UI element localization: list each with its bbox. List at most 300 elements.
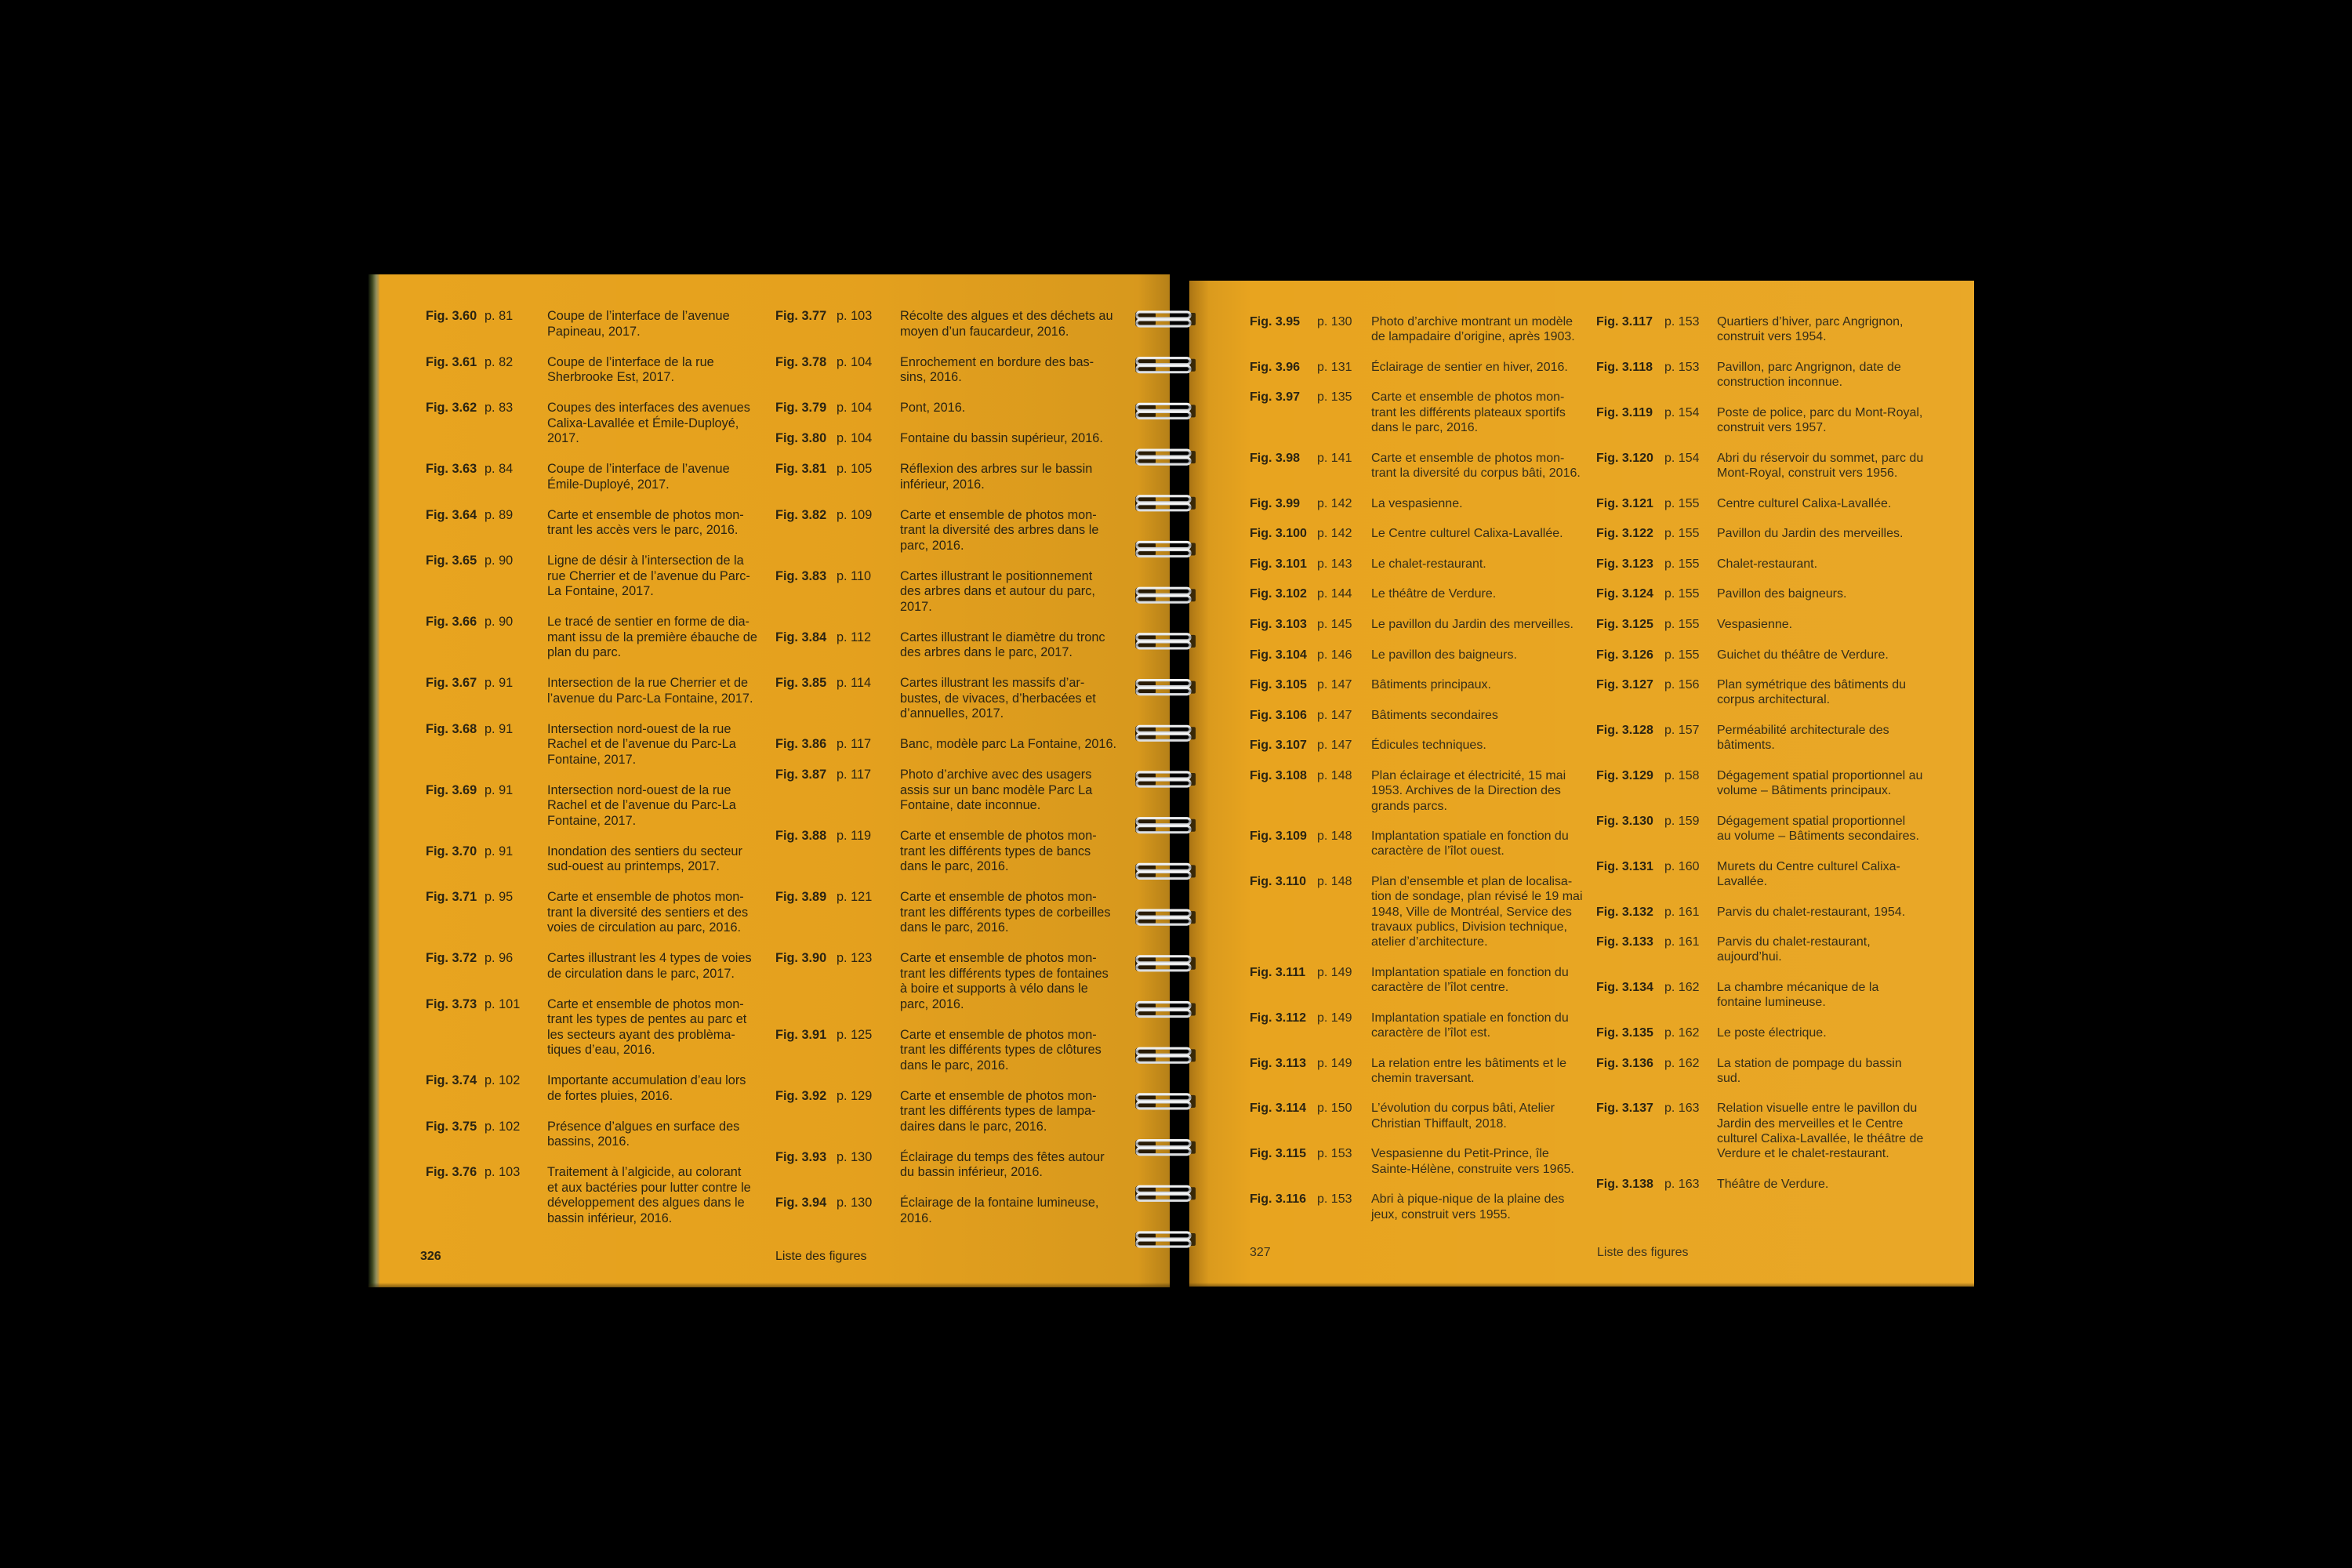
spiral-ring — [1135, 358, 1196, 373]
figure-number: Fig. 3.110 — [1250, 874, 1307, 888]
figure-page-reference: p. 96 — [485, 951, 514, 965]
figure-page-reference: p. 149 — [1317, 965, 1352, 979]
figure-entry — [775, 508, 1116, 554]
figure-number: Fig. 3.104 — [1250, 648, 1307, 662]
figure-page-reference: p. 143 — [1317, 557, 1352, 571]
figure-page-reference: p. 90 — [485, 554, 514, 568]
figure-number: Fig. 3.75 — [426, 1119, 477, 1134]
figure-entry — [1250, 496, 1583, 511]
figure-caption: Le pavillon des baigneurs. — [1371, 648, 1517, 662]
figure-entry — [1250, 1192, 1583, 1222]
figure-caption: Réflexion des arbres sur le bassin inférieur, 2016. — [900, 462, 1093, 492]
figure-caption: Carte et ensemble de photos mon- trant les accès vers le parc, 2016. — [547, 507, 744, 537]
figure-number: Fig. 3.116 — [1250, 1192, 1307, 1207]
page-block-edge — [368, 274, 379, 1287]
figure-page-reference: p. 155 — [1664, 557, 1700, 571]
spiral-ring — [1135, 818, 1196, 833]
figure-page-reference: p. 114 — [837, 676, 872, 690]
figure-caption: Intersection nord-ouest de la rue Rachel et de l’avenue du Parc-La Fontaine, 2017. — [547, 721, 736, 767]
spiral-ring — [1135, 1232, 1196, 1247]
figure-page-reference: p. 158 — [1664, 768, 1700, 782]
figure-list-column-1 — [426, 309, 757, 1242]
figure-number: Fig. 3.86 — [775, 737, 827, 751]
figure-page-reference: p. 147 — [1317, 708, 1352, 722]
figure-number: Fig. 3.114 — [1250, 1102, 1307, 1116]
figure-entry — [426, 997, 757, 1058]
figure-caption: Dégagement spatial proportionnel au volume – Bâtiments principaux. — [1717, 768, 1923, 798]
figure-number: Fig. 3.127 — [1596, 678, 1653, 692]
spiral-ring — [1135, 1185, 1196, 1201]
figure-page-reference: p. 125 — [837, 1027, 873, 1042]
figure-caption: Cartes illustrant le diamètre du tronc des arbres dans le parc, 2017. — [900, 630, 1105, 659]
figure-number: Fig. 3.73 — [426, 996, 477, 1011]
figure-page-reference: p. 82 — [485, 354, 514, 369]
figure-caption: Abri à pique-nique de la plaine des jeux, construit vers 1955. — [1371, 1192, 1565, 1221]
figure-number: Fig. 3.69 — [426, 782, 477, 797]
figure-page-reference: p. 163 — [1664, 1102, 1700, 1116]
figure-number: Fig. 3.107 — [1250, 739, 1307, 753]
spiral-ring — [1135, 449, 1196, 465]
figure-caption: Plan éclairage et électricité, 15 mai 1953. Archives de la Direction des grands parcs. — [1371, 768, 1566, 813]
figure-page-reference: p. 117 — [837, 768, 872, 782]
figure-number: Fig. 3.70 — [426, 844, 477, 858]
figure-entry — [1250, 829, 1583, 859]
figure-page-reference: p. 95 — [485, 890, 514, 904]
figure-number: Fig. 3.96 — [1250, 360, 1301, 374]
figure-page-reference: p. 161 — [1664, 935, 1700, 949]
figure-number: Fig. 3.81 — [775, 462, 827, 476]
figure-caption: Éclairage du temps des fêtes autour du bassin inférieur, 2016. — [900, 1149, 1105, 1179]
figure-page-reference: p. 121 — [837, 890, 873, 904]
figure-caption: Vespasienne du Petit-Prince, île Sainte-Hélène, construite vers 1965. — [1371, 1147, 1574, 1176]
figure-number: Fig. 3.109 — [1250, 829, 1307, 844]
figure-number: Fig. 3.131 — [1596, 859, 1653, 873]
spiral-ring — [1135, 1002, 1196, 1018]
figure-page-reference: p. 148 — [1317, 829, 1352, 844]
figure-entry — [775, 309, 1116, 339]
figure-entry — [1250, 874, 1583, 949]
figure-caption: Carte et ensemble de photos mon- trant les différents types de lampa- daires dans le parc, 2016. — [900, 1088, 1097, 1134]
figure-number: Fig. 3.138 — [1596, 1177, 1653, 1191]
figure-entry — [775, 630, 1116, 661]
figure-caption: Parvis du chalet-restaurant, 1954. — [1717, 905, 1906, 919]
figure-page-reference: p. 150 — [1317, 1102, 1352, 1116]
figure-number: Fig. 3.117 — [1596, 315, 1653, 328]
figure-page-reference: p. 103 — [837, 309, 873, 323]
figure-page-reference: p. 135 — [1317, 390, 1352, 405]
figure-page-reference: p. 147 — [1317, 678, 1352, 692]
figure-entry — [1250, 390, 1583, 435]
figure-entry — [426, 1073, 757, 1104]
figure-entry — [426, 462, 757, 492]
figure-entry — [1596, 677, 1923, 708]
figure-caption: Dégagement spatial proportionnel au volume – Bâtiments secondaires. — [1717, 814, 1919, 844]
figure-caption: Centre culturel Calixa-Lavallée. — [1717, 496, 1892, 510]
figure-number: Fig. 3.122 — [1596, 527, 1653, 541]
figure-page-reference: p. 131 — [1317, 360, 1352, 374]
figure-page-reference: p. 102 — [485, 1119, 521, 1134]
figure-caption: Importante accumulation d’eau lors de fortes pluies, 2016. — [547, 1073, 746, 1103]
figure-number: Fig. 3.118 — [1596, 360, 1653, 374]
figure-caption: Théâtre de Verdure. — [1717, 1177, 1829, 1191]
figure-entry — [775, 951, 1116, 1012]
page-bottom-edge — [368, 1283, 1170, 1287]
figure-entry — [775, 890, 1116, 936]
figure-number: Fig. 3.92 — [775, 1088, 827, 1103]
right-page — [1189, 281, 1974, 1287]
figure-page-reference: p. 155 — [1664, 496, 1700, 510]
figure-caption: Le Centre culturel Calixa-Lavallée. — [1371, 527, 1563, 541]
figure-page-reference: p. 147 — [1317, 739, 1352, 753]
figure-page-reference: p. 155 — [1664, 527, 1700, 541]
figure-entry — [1250, 1146, 1583, 1177]
figure-caption: Murets du Centre culturel Calixa- Lavallée. — [1717, 859, 1900, 888]
figure-caption: Chalet-restaurant. — [1717, 557, 1818, 571]
spiral-ring — [1135, 1094, 1196, 1109]
figure-caption: Coupe de l’interface de l’avenue Papineau, 2017. — [547, 309, 730, 339]
figure-list-column-1 — [1250, 314, 1583, 1237]
figure-entry — [1596, 1056, 1923, 1087]
figure-caption: La station de pompage du bassin sud. — [1717, 1056, 1902, 1085]
figure-page-reference: p. 102 — [485, 1073, 521, 1087]
figure-caption: Coupe de l’interface de la rue Sherbrooke Est, 2017. — [547, 354, 714, 384]
figure-entry — [1596, 980, 1923, 1011]
figure-page-reference: p. 156 — [1664, 678, 1700, 692]
figure-entry — [1250, 768, 1583, 814]
running-title: Liste des figures — [775, 1250, 867, 1263]
figure-entry — [1596, 814, 1923, 844]
figure-number: Fig. 3.112 — [1250, 1011, 1307, 1025]
figure-caption: Carte et ensemble de photos mon- trant les différents types de bancs dans le parc, 2016. — [900, 829, 1097, 873]
figure-entry — [1250, 586, 1583, 601]
figure-caption: Intersection nord-ouest de la rue Rachel et de l’avenue du Parc-La Fontaine, 2017. — [547, 782, 736, 828]
figure-page-reference: p. 153 — [1317, 1192, 1352, 1207]
figure-number: Fig. 3.111 — [1250, 965, 1306, 979]
figure-entry — [1596, 617, 1923, 632]
figure-entry — [1596, 723, 1923, 753]
figure-caption: Plan d’ensemble et plan de localisa- tion de sondage, plan révisé le 19 mai 1948, Ville de Montréal, Service des travaux publics, Division technique, atelier d’architecture. — [1371, 874, 1583, 949]
figure-caption: La vespasienne. — [1371, 496, 1463, 510]
figure-list-column-2 — [775, 309, 1116, 1242]
figure-caption: Éclairage de sentier en hiver, 2016. — [1371, 360, 1568, 374]
figure-number: Fig. 3.60 — [426, 309, 477, 323]
figure-page-reference: p. 117 — [837, 737, 872, 751]
figure-caption: La chambre mécanique de la fontaine lumineuse. — [1717, 981, 1879, 1010]
figure-caption: Implantation spatiale en fonction du caractère de l’îlot est. — [1371, 1011, 1569, 1040]
figure-number: Fig. 3.120 — [1596, 451, 1653, 465]
spiral-ring — [1135, 956, 1196, 971]
figure-entry — [1250, 965, 1583, 996]
figure-number: Fig. 3.106 — [1250, 708, 1307, 722]
figure-entry — [775, 1150, 1116, 1181]
figure-caption: Relation visuelle entre le pavillon du Jardin des merveilles et le Centre culturel Calixa-Lavallée, le théâtre de Verdure et le chalet-restaurant. — [1717, 1102, 1924, 1161]
figure-entry — [775, 1089, 1116, 1135]
figure-number: Fig. 3.68 — [426, 721, 477, 736]
figure-page-reference: p. 155 — [1664, 617, 1700, 631]
figure-number: Fig. 3.132 — [1596, 905, 1653, 919]
figure-number: Fig. 3.90 — [775, 951, 827, 965]
figure-entry — [775, 431, 1116, 447]
figure-number: Fig. 3.65 — [426, 554, 477, 568]
figure-page-reference: p. 162 — [1664, 981, 1700, 995]
figure-number: Fig. 3.71 — [426, 890, 477, 904]
spiral-binding — [1121, 298, 1207, 1262]
figure-entry — [775, 569, 1116, 615]
figure-number: Fig. 3.88 — [775, 829, 827, 843]
figure-caption: Bâtiments secondaires — [1371, 708, 1498, 722]
figure-page-reference: p. 104 — [837, 401, 873, 415]
figure-page-reference: p. 110 — [837, 568, 872, 583]
figure-number: Fig. 3.80 — [775, 431, 827, 445]
figure-entry — [775, 676, 1116, 722]
figure-number: Fig. 3.135 — [1596, 1025, 1653, 1040]
figure-number: Fig. 3.77 — [775, 309, 827, 323]
figure-page-reference: p. 91 — [485, 721, 514, 736]
spiral-ring — [1135, 495, 1196, 511]
figure-entry — [775, 768, 1116, 814]
figure-page-reference: p. 104 — [837, 431, 873, 445]
figure-caption: Édicules techniques. — [1371, 739, 1486, 753]
figure-entry — [426, 355, 757, 386]
figure-number: Fig. 3.72 — [426, 951, 477, 965]
figure-number: Fig. 3.66 — [426, 615, 477, 629]
figure-number: Fig. 3.84 — [775, 630, 827, 644]
figure-number: Fig. 3.74 — [426, 1073, 477, 1087]
figure-number: Fig. 3.87 — [775, 768, 827, 782]
figure-caption: Cartes illustrant les massifs d’ar- bustes, de vivaces, d’herbacées et d’annuelles, 2017. — [900, 676, 1096, 720]
figure-number: Fig. 3.113 — [1250, 1056, 1307, 1070]
figure-number: Fig. 3.82 — [775, 507, 827, 522]
figure-page-reference: p. 130 — [1317, 315, 1352, 328]
figure-entry — [426, 783, 757, 829]
page-number: 327 — [1250, 1246, 1271, 1259]
figure-page-reference: p. 160 — [1664, 859, 1700, 873]
figure-entry — [426, 890, 757, 936]
figure-number: Fig. 3.99 — [1250, 496, 1301, 510]
figure-page-reference: p. 154 — [1664, 405, 1700, 419]
figure-page-reference: p. 148 — [1317, 768, 1352, 782]
figure-entry — [1250, 451, 1583, 481]
figure-caption: Présence d’algues en surface des bassins, 2016. — [547, 1119, 740, 1149]
figure-number: Fig. 3.136 — [1596, 1056, 1653, 1070]
figure-entry — [1596, 586, 1923, 601]
figure-number: Fig. 3.130 — [1596, 814, 1653, 828]
figure-number: Fig. 3.83 — [775, 568, 827, 583]
figure-caption: Pont, 2016. — [900, 401, 966, 415]
figure-entry — [426, 615, 757, 661]
figure-entry — [1596, 405, 1923, 436]
figure-caption: Intersection de la rue Cherrier et de l’avenue du Parc-La Fontaine, 2017. — [547, 676, 753, 706]
figure-page-reference: p. 129 — [837, 1088, 873, 1103]
figure-entry — [1250, 526, 1583, 541]
figure-caption: Implantation spatiale en fonction du caractère de l’îlot centre. — [1371, 965, 1569, 995]
figure-entry — [1250, 1056, 1583, 1087]
figure-caption: Guichet du théâtre de Verdure. — [1717, 648, 1889, 662]
figure-number: Fig. 3.121 — [1596, 496, 1653, 510]
figure-number: Fig. 3.126 — [1596, 648, 1653, 662]
figure-page-reference: p. 123 — [837, 951, 873, 965]
figure-number: Fig. 3.128 — [1596, 724, 1653, 738]
figure-page-reference: p. 153 — [1664, 360, 1700, 374]
figure-entry — [426, 676, 757, 706]
figure-caption: Récolte des algues et des déchets au moyen d’un faucardeur, 2016. — [900, 309, 1113, 339]
figure-page-reference: p. 162 — [1664, 1025, 1700, 1040]
page-bottom-edge — [1189, 1283, 1974, 1287]
figure-number: Fig. 3.94 — [775, 1196, 827, 1210]
spiral-ring — [1135, 680, 1196, 695]
figure-caption: Cartes illustrant les 4 types de voies de circulation dans le parc, 2017. — [547, 951, 752, 981]
figure-caption: Le théâtre de Verdure. — [1371, 587, 1497, 601]
figure-number: Fig. 3.79 — [775, 401, 827, 415]
figure-number: Fig. 3.105 — [1250, 678, 1307, 692]
figure-entry — [426, 554, 757, 600]
figure-entry — [426, 309, 757, 339]
figure-page-reference: p. 130 — [837, 1196, 873, 1210]
figure-number: Fig. 3.129 — [1596, 768, 1653, 782]
figure-entry — [1250, 617, 1583, 632]
figure-page-reference: p. 90 — [485, 615, 514, 629]
figure-entry — [1596, 1101, 1923, 1161]
figure-caption: Le tracé de sentier en forme de dia- mant issu de la première ébauche de plan du parc. — [547, 615, 757, 659]
figure-entry — [1596, 648, 1923, 662]
figure-entry — [1596, 935, 1923, 965]
figure-entry — [1250, 1101, 1583, 1131]
spiral-ring — [1135, 403, 1196, 419]
figure-entry — [426, 1165, 757, 1226]
figure-caption: Carte et ensemble de photos mon- trant la diversité des sentiers et des voies de circulation au parc, 2016. — [547, 890, 749, 935]
figure-page-reference: p. 161 — [1664, 905, 1700, 919]
figure-page-reference: p. 105 — [837, 462, 873, 476]
figure-caption: L’évolution du corpus bâti, Atelier Christian Thiffault, 2018. — [1371, 1102, 1555, 1131]
figure-caption: Coupe de l’interface de l’avenue Émile-Duployé, 2017. — [547, 462, 730, 492]
figure-page-reference: p. 130 — [837, 1149, 873, 1164]
figure-entry — [426, 508, 757, 539]
figure-number: Fig. 3.97 — [1250, 390, 1301, 405]
spiral-ring — [1135, 771, 1196, 787]
figure-number: Fig. 3.108 — [1250, 768, 1307, 782]
figure-entry — [426, 401, 757, 447]
figure-entry — [775, 1028, 1116, 1074]
figure-number: Fig. 3.93 — [775, 1149, 827, 1164]
figure-number: Fig. 3.89 — [775, 890, 827, 904]
figure-entry — [1250, 360, 1583, 375]
figure-entry — [1250, 314, 1583, 345]
figure-entry — [426, 1120, 757, 1150]
figure-number: Fig. 3.119 — [1596, 405, 1653, 419]
figure-number: Fig. 3.123 — [1596, 557, 1653, 571]
figure-entry — [775, 1196, 1116, 1226]
figure-number: Fig. 3.137 — [1596, 1102, 1653, 1116]
figure-page-reference: p. 103 — [485, 1165, 521, 1179]
figure-page-reference: p. 159 — [1664, 814, 1700, 828]
figure-number: Fig. 3.125 — [1596, 617, 1653, 631]
figure-caption: Éclairage de la fontaine lumineuse, 2016. — [900, 1196, 1099, 1225]
figure-caption: Vespasienne. — [1717, 617, 1793, 631]
figure-page-reference: p. 101 — [485, 996, 521, 1011]
figure-page-reference: p. 162 — [1664, 1056, 1700, 1070]
figure-caption: Perméabilité architecturale des bâtiments. — [1717, 724, 1889, 753]
figure-page-reference: p. 81 — [485, 309, 514, 323]
figure-caption: Parvis du chalet-restaurant, aujourd’hui. — [1717, 935, 1871, 964]
spiral-ring — [1135, 863, 1196, 879]
figure-page-reference: p. 155 — [1664, 587, 1700, 601]
figure-page-reference: p. 142 — [1317, 496, 1352, 510]
figure-entry — [1596, 496, 1923, 511]
figure-list-column-2 — [1596, 314, 1923, 1207]
figure-entry — [1250, 738, 1583, 753]
figure-number: Fig. 3.76 — [426, 1165, 477, 1179]
figure-caption: Bâtiments principaux. — [1371, 678, 1491, 692]
figure-number: Fig. 3.61 — [426, 354, 477, 369]
figure-entry — [775, 737, 1116, 753]
figure-entry — [775, 462, 1116, 492]
figure-number: Fig. 3.102 — [1250, 587, 1307, 601]
figure-caption: Abri du réservoir du sommet, parc du Mont-Royal, construit vers 1956. — [1717, 451, 1924, 480]
figure-entry — [1596, 557, 1923, 572]
figure-entry — [1250, 648, 1583, 662]
spiral-ring — [1135, 542, 1196, 557]
figure-page-reference: p. 141 — [1317, 451, 1352, 465]
figure-entry — [775, 401, 1116, 416]
figure-page-reference: p. 149 — [1317, 1011, 1352, 1025]
spiral-ring — [1135, 909, 1196, 925]
figure-page-reference: p. 119 — [837, 829, 872, 843]
figure-caption: Banc, modèle parc La Fontaine, 2016. — [900, 737, 1117, 751]
figure-entry — [1596, 859, 1923, 890]
figure-number: Fig. 3.64 — [426, 507, 477, 522]
figure-caption: Poste de police, parc du Mont-Royal, construit vers 1957. — [1717, 405, 1923, 435]
figure-page-reference: p. 153 — [1664, 315, 1700, 328]
spiral-ring — [1135, 725, 1196, 741]
figure-number: Fig. 3.85 — [775, 676, 827, 690]
figure-number: Fig. 3.67 — [426, 676, 477, 690]
figure-caption: Photo d’archive montrant un modèle de lampadaire d’origine, après 1903. — [1371, 315, 1575, 344]
figure-entry — [1596, 360, 1923, 390]
figure-number: Fig. 3.98 — [1250, 451, 1301, 465]
figure-caption: Coupes des interfaces des avenues Calixa-Lavallée et Émile-Duployé, 2017. — [547, 401, 750, 445]
figure-caption: Cartes illustrant le positionnement des arbres dans et autour du parc, 2017. — [900, 568, 1095, 614]
figure-entry — [426, 951, 757, 982]
figure-caption: Inondation des sentiers du secteur sud-ouest au printemps, 2017. — [547, 844, 742, 873]
figure-page-reference: p. 146 — [1317, 648, 1352, 662]
figure-caption: Le chalet-restaurant. — [1371, 557, 1486, 571]
figure-page-reference: p. 149 — [1317, 1056, 1352, 1070]
spiral-ring — [1135, 1047, 1196, 1063]
left-page — [368, 274, 1170, 1287]
figure-page-reference: p. 83 — [485, 401, 514, 415]
figure-page-reference: p. 112 — [837, 630, 872, 644]
figure-caption: Implantation spatiale en fonction du caractère de l’îlot ouest. — [1371, 829, 1569, 858]
figure-entry — [1596, 1025, 1923, 1040]
figure-entry — [1596, 314, 1923, 345]
figure-page-reference: p. 145 — [1317, 617, 1352, 631]
figure-caption: Pavillon du Jardin des merveilles. — [1717, 527, 1904, 541]
figure-entry — [1250, 557, 1583, 572]
figure-page-reference: p. 91 — [485, 676, 514, 690]
figure-entry — [1596, 768, 1923, 799]
figure-number: Fig. 3.134 — [1596, 981, 1653, 995]
figure-caption: Enrochement en bordure des bas- sins, 2016. — [900, 354, 1094, 384]
figure-entry — [1250, 708, 1583, 723]
page-number: 326 — [420, 1250, 441, 1263]
figure-caption: Carte et ensemble de photos mon- trant la diversité des arbres dans le parc, 2016. — [900, 507, 1099, 553]
figure-caption: Fontaine du bassin supérieur, 2016. — [900, 431, 1103, 445]
figure-caption: Traitement à l’algicide, au colorant et aux bactéries pour lutter contre le développement des algues dans le bassin inférieur, 2016. — [547, 1165, 751, 1225]
figure-number: Fig. 3.115 — [1250, 1147, 1307, 1161]
figure-number: Fig. 3.101 — [1250, 557, 1307, 571]
figure-caption: Pavillon, parc Angrignon, date de construction inconnue. — [1717, 360, 1901, 390]
figure-caption: Carte et ensemble de photos mon- trant les types de pentes au parc et les secteurs ayant des problèma- tiques d’eau, 2016. — [547, 996, 747, 1057]
